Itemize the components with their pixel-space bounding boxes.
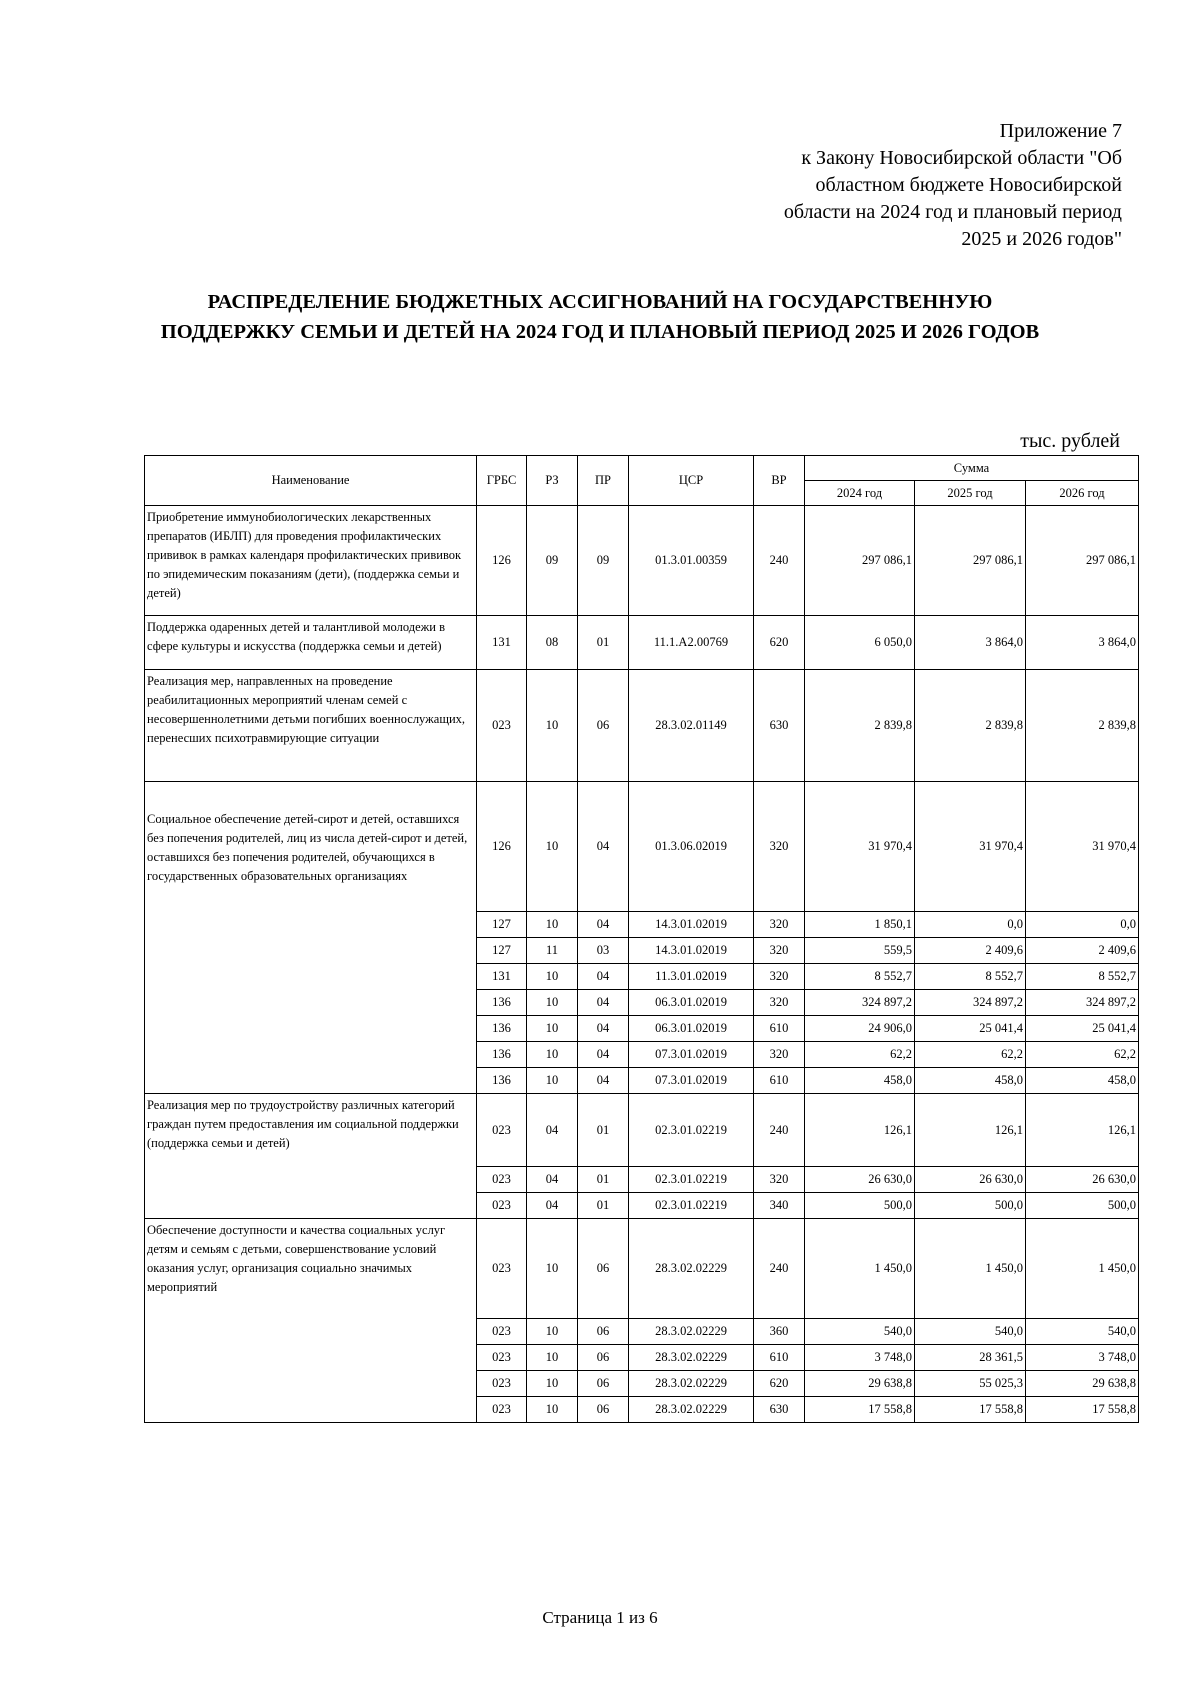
- cell-csr: 28.3.02.02229: [629, 1371, 754, 1397]
- cell-csr: 01.3.01.00359: [629, 506, 754, 616]
- appendix-line: области на 2024 год и плановый период: [783, 201, 1122, 223]
- cell-2025: 62,2: [915, 1042, 1026, 1068]
- cell-pr: 04: [578, 1068, 629, 1094]
- header-grbs: ГРБС: [477, 456, 527, 506]
- table-row: [145, 616, 1139, 670]
- cell-2024: 1 850,1: [805, 912, 915, 938]
- cell-grbs: 023: [477, 1345, 527, 1371]
- appendix-line: Приложение 7: [999, 120, 1122, 142]
- cell-2025: 31 970,4: [915, 782, 1026, 912]
- cell-vr: 320: [754, 1042, 805, 1068]
- cell-rz: 10: [527, 670, 578, 782]
- cell-2026: 3 748,0: [1026, 1345, 1139, 1371]
- cell-2024: 31 970,4: [805, 782, 915, 912]
- cell-2026: 2 839,8: [1026, 670, 1139, 782]
- cell-pr: 04: [578, 912, 629, 938]
- appendix-line: к Закону Новосибирской области "Об: [801, 147, 1122, 169]
- header-year-2024: 2024 год: [805, 481, 915, 506]
- cell-name: Реализация мер, направленных на проведение реабилитационных мероприятий членам семей с несовершеннолетними детьми погибших военнослужащих, перенесших психотравмирующие ситуации: [145, 670, 477, 782]
- cell-vr: 320: [754, 938, 805, 964]
- cell-csr: 28.3.02.01149: [629, 670, 754, 782]
- cell-2026: 458,0: [1026, 1068, 1139, 1094]
- cell-2026: 8 552,7: [1026, 964, 1139, 990]
- cell-csr: 02.3.01.02219: [629, 1094, 754, 1167]
- cell-pr: 06: [578, 1345, 629, 1371]
- cell-2024: 6 050,0: [805, 616, 915, 670]
- cell-grbs: 023: [477, 1371, 527, 1397]
- cell-pr: 01: [578, 616, 629, 670]
- cell-rz: 10: [527, 912, 578, 938]
- cell-rz: 10: [527, 1397, 578, 1423]
- cell-grbs: 126: [477, 782, 527, 912]
- appendix-line: 2025 и 2026 годов": [961, 228, 1122, 250]
- header-year-2026: 2026 год: [1026, 481, 1139, 506]
- cell-csr: 28.3.02.02229: [629, 1319, 754, 1345]
- cell-2026: 25 041,4: [1026, 1016, 1139, 1042]
- title-line: РАСПРЕДЕЛЕНИЕ БЮДЖЕТНЫХ АССИГНОВАНИЙ НА ГОСУДАРСТВЕННУЮ: [207, 291, 993, 313]
- cell-vr: 240: [754, 1094, 805, 1167]
- cell-2026: 31 970,4: [1026, 782, 1139, 912]
- header-pr: ПР: [578, 456, 629, 506]
- cell-pr: 03: [578, 938, 629, 964]
- cell-2025: 0,0: [915, 912, 1026, 938]
- cell-name: Реализация мер по трудоустройству различных категорий граждан путем предоставления им социальной поддержки (поддержка семьи и детей): [145, 1094, 477, 1219]
- cell-csr: 07.3.01.02019: [629, 1068, 754, 1094]
- cell-csr: 02.3.01.02219: [629, 1167, 754, 1193]
- header-name: Наименование: [145, 456, 477, 506]
- table-row: [145, 670, 1139, 782]
- cell-2025: 458,0: [915, 1068, 1026, 1094]
- cell-2024: 3 748,0: [805, 1345, 915, 1371]
- cell-name: Приобретение иммунобиологических лекарственных препаратов (ИБЛП) для проведения профилактических прививок в рамках календаря профилактических прививок по эпидемическим показаниям (дети), (поддержка семьи и детей): [145, 506, 477, 616]
- table-row: [145, 1219, 1139, 1319]
- cell-2026: 62,2: [1026, 1042, 1139, 1068]
- cell-vr: 320: [754, 990, 805, 1016]
- document-title: [100, 287, 1100, 347]
- cell-csr: 28.3.02.02229: [629, 1397, 754, 1423]
- cell-2024: 126,1: [805, 1094, 915, 1167]
- cell-vr: 620: [754, 616, 805, 670]
- cell-vr: 240: [754, 506, 805, 616]
- cell-2024: 559,5: [805, 938, 915, 964]
- cell-pr: 06: [578, 1319, 629, 1345]
- cell-rz: 09: [527, 506, 578, 616]
- cell-grbs: 127: [477, 938, 527, 964]
- cell-2025: 324 897,2: [915, 990, 1026, 1016]
- cell-grbs: 136: [477, 1016, 527, 1042]
- cell-2025: 1 450,0: [915, 1219, 1026, 1319]
- cell-2025: 25 041,4: [915, 1016, 1026, 1042]
- cell-2025: 55 025,3: [915, 1371, 1026, 1397]
- cell-grbs: 023: [477, 1193, 527, 1219]
- cell-2026: 0,0: [1026, 912, 1139, 938]
- cell-2024: 1 450,0: [805, 1219, 915, 1319]
- cell-csr: 02.3.01.02219: [629, 1193, 754, 1219]
- cell-csr: 01.3.06.02019: [629, 782, 754, 912]
- cell-csr: 14.3.01.02019: [629, 938, 754, 964]
- cell-vr: 320: [754, 1167, 805, 1193]
- cell-vr: 620: [754, 1371, 805, 1397]
- cell-2026: 29 638,8: [1026, 1371, 1139, 1397]
- cell-grbs: 023: [477, 1397, 527, 1423]
- cell-2026: 1 450,0: [1026, 1219, 1139, 1319]
- cell-rz: 10: [527, 990, 578, 1016]
- cell-grbs: 023: [477, 1094, 527, 1167]
- cell-vr: 320: [754, 782, 805, 912]
- cell-pr: 04: [578, 1016, 629, 1042]
- cell-2025: 126,1: [915, 1094, 1026, 1167]
- cell-vr: 610: [754, 1345, 805, 1371]
- cell-2026: 17 558,8: [1026, 1397, 1139, 1423]
- cell-2025: 17 558,8: [915, 1397, 1026, 1423]
- cell-rz: 10: [527, 1016, 578, 1042]
- cell-vr: 630: [754, 1397, 805, 1423]
- header-sum: Сумма: [805, 456, 1139, 481]
- cell-2025: 3 864,0: [915, 616, 1026, 670]
- cell-rz: 10: [527, 1219, 578, 1319]
- cell-rz: 08: [527, 616, 578, 670]
- cell-grbs: 131: [477, 964, 527, 990]
- cell-rz: 10: [527, 1068, 578, 1094]
- cell-rz: 04: [527, 1193, 578, 1219]
- cell-rz: 10: [527, 1371, 578, 1397]
- cell-rz: 10: [527, 1042, 578, 1068]
- cell-vr: 320: [754, 964, 805, 990]
- cell-pr: 06: [578, 1371, 629, 1397]
- cell-2024: 297 086,1: [805, 506, 915, 616]
- header-vr: ВР: [754, 456, 805, 506]
- cell-2025: 28 361,5: [915, 1345, 1026, 1371]
- cell-csr: 11.1.A2.00769: [629, 616, 754, 670]
- table-body: [145, 506, 1139, 1423]
- table-row: [145, 506, 1139, 616]
- header-csr: ЦСР: [629, 456, 754, 506]
- cell-grbs: 126: [477, 506, 527, 616]
- cell-pr: 06: [578, 670, 629, 782]
- cell-rz: 04: [527, 1094, 578, 1167]
- cell-2024: 24 906,0: [805, 1016, 915, 1042]
- cell-2024: 2 839,8: [805, 670, 915, 782]
- appendix-note: [642, 118, 1122, 253]
- cell-2026: 2 409,6: [1026, 938, 1139, 964]
- cell-rz: 10: [527, 1319, 578, 1345]
- cell-2026: 540,0: [1026, 1319, 1139, 1345]
- cell-2024: 29 638,8: [805, 1371, 915, 1397]
- cell-rz: 11: [527, 938, 578, 964]
- cell-pr: 04: [578, 990, 629, 1016]
- units-label: тыс. рублей: [1020, 430, 1120, 452]
- cell-2024: 17 558,8: [805, 1397, 915, 1423]
- cell-2024: 8 552,7: [805, 964, 915, 990]
- cell-name: Поддержка одаренных детей и талантливой молодежи в сфере культуры и искусства (поддержка семьи и детей): [145, 616, 477, 670]
- cell-2024: 540,0: [805, 1319, 915, 1345]
- cell-2025: 297 086,1: [915, 506, 1026, 616]
- cell-name: Социальное обеспечение детей-сирот и детей, оставшихся без попечения родителей, лиц из числа детей-сирот и детей, оставшихся без попечения родителей, обучающихся в государственных образовательных организациях: [145, 782, 477, 1094]
- cell-pr: 04: [578, 1042, 629, 1068]
- cell-rz: 10: [527, 782, 578, 912]
- cell-pr: 09: [578, 506, 629, 616]
- cell-rz: 10: [527, 964, 578, 990]
- table-row: [145, 782, 1139, 912]
- cell-2025: 540,0: [915, 1319, 1026, 1345]
- appendix-line: областном бюджете Новосибирской: [815, 174, 1122, 196]
- table-header: [145, 456, 1139, 506]
- cell-2025: 2 839,8: [915, 670, 1026, 782]
- table-row: [145, 1094, 1139, 1167]
- cell-pr: 01: [578, 1167, 629, 1193]
- cell-pr: 06: [578, 1397, 629, 1423]
- cell-grbs: 131: [477, 616, 527, 670]
- cell-vr: 320: [754, 912, 805, 938]
- budget-table: [144, 455, 1139, 1423]
- cell-csr: 11.3.01.02019: [629, 964, 754, 990]
- cell-pr: 04: [578, 782, 629, 912]
- cell-2025: 2 409,6: [915, 938, 1026, 964]
- cell-name: Обеспечение доступности и качества социальных услуг детям и семьям с детьми, совершенствование условий оказания услуг, организация социально значимых мероприятий: [145, 1219, 477, 1423]
- cell-2025: 500,0: [915, 1193, 1026, 1219]
- cell-csr: 07.3.01.02019: [629, 1042, 754, 1068]
- cell-2026: 324 897,2: [1026, 990, 1139, 1016]
- page-number: Страница 1 из 6: [542, 1608, 658, 1627]
- cell-pr: 06: [578, 1219, 629, 1319]
- cell-2026: 3 864,0: [1026, 616, 1139, 670]
- cell-csr: 06.3.01.02019: [629, 990, 754, 1016]
- cell-2024: 458,0: [805, 1068, 915, 1094]
- cell-pr: 01: [578, 1193, 629, 1219]
- cell-pr: 04: [578, 964, 629, 990]
- cell-2024: 324 897,2: [805, 990, 915, 1016]
- cell-2025: 8 552,7: [915, 964, 1026, 990]
- cell-grbs: 127: [477, 912, 527, 938]
- cell-rz: 10: [527, 1345, 578, 1371]
- header-rz: РЗ: [527, 456, 578, 506]
- cell-rz: 04: [527, 1167, 578, 1193]
- cell-grbs: 136: [477, 990, 527, 1016]
- cell-vr: 360: [754, 1319, 805, 1345]
- cell-csr: 14.3.01.02019: [629, 912, 754, 938]
- cell-2026: 26 630,0: [1026, 1167, 1139, 1193]
- cell-2026: 297 086,1: [1026, 506, 1139, 616]
- cell-2025: 26 630,0: [915, 1167, 1026, 1193]
- cell-csr: 28.3.02.02229: [629, 1345, 754, 1371]
- cell-2024: 62,2: [805, 1042, 915, 1068]
- cell-2024: 500,0: [805, 1193, 915, 1219]
- cell-2026: 126,1: [1026, 1094, 1139, 1167]
- cell-grbs: 136: [477, 1068, 527, 1094]
- cell-grbs: 023: [477, 1167, 527, 1193]
- cell-vr: 610: [754, 1068, 805, 1094]
- title-line: ПОДДЕРЖКУ СЕМЬИ И ДЕТЕЙ НА 2024 ГОД И ПЛАНОВЫЙ ПЕРИОД 2025 И 2026 ГОДОВ: [160, 321, 1040, 343]
- cell-vr: 630: [754, 670, 805, 782]
- cell-2026: 500,0: [1026, 1193, 1139, 1219]
- cell-grbs: 136: [477, 1042, 527, 1068]
- cell-vr: 610: [754, 1016, 805, 1042]
- cell-2024: 26 630,0: [805, 1167, 915, 1193]
- cell-vr: 240: [754, 1219, 805, 1319]
- cell-grbs: 023: [477, 1219, 527, 1319]
- cell-grbs: 023: [477, 670, 527, 782]
- cell-csr: 28.3.02.02229: [629, 1219, 754, 1319]
- cell-grbs: 023: [477, 1319, 527, 1345]
- header-year-2025: 2025 год: [915, 481, 1026, 506]
- cell-vr: 340: [754, 1193, 805, 1219]
- cell-pr: 01: [578, 1094, 629, 1167]
- cell-csr: 06.3.01.02019: [629, 1016, 754, 1042]
